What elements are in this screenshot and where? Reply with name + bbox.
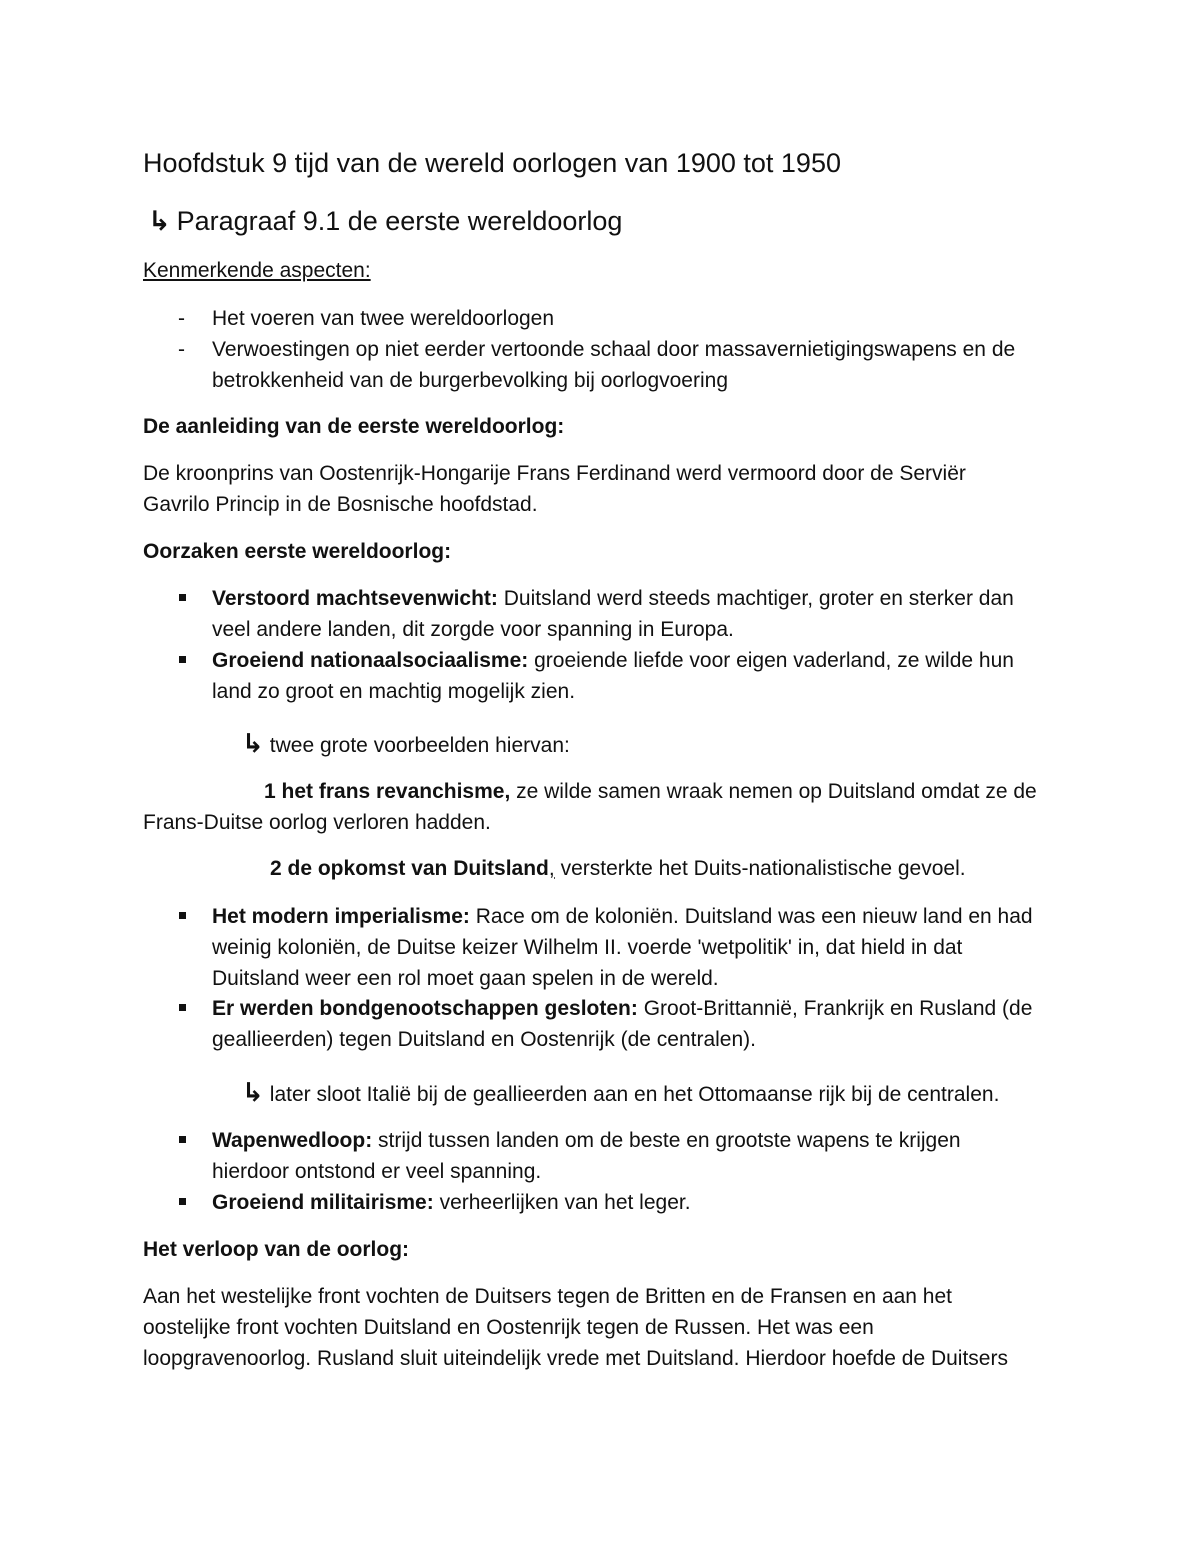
example-1-term: 1 het frans revanchisme, bbox=[264, 780, 511, 803]
sub-arrow-line bbox=[242, 730, 570, 759]
sub-arrow-text: twee grote voorbeelden hiervan: bbox=[269, 734, 570, 757]
oorzaak-6-line-1 bbox=[212, 1190, 691, 1216]
aanleiding-line-1: De kroonprins van Oostenrijk-Hongarije Frans Ferdinand werd vermoord door de Serviër bbox=[143, 462, 966, 485]
oorzaak-4-text: Groot-Brittannië, Frankrijk en Rusland (de bbox=[637, 997, 1033, 1020]
example-1-line-1 bbox=[264, 779, 1037, 805]
arrow-icon: ↳ bbox=[242, 1077, 264, 1107]
oorzaak-4-line-1 bbox=[212, 996, 1032, 1022]
sub-arrow-2-text: later sloot Italië bij de geallieerden aan en het Ottomaanse rijk bij de centralen. bbox=[269, 1083, 1000, 1106]
square-bullet-icon bbox=[179, 1198, 186, 1205]
example-2-line bbox=[270, 856, 966, 882]
dash-bullet: - bbox=[178, 338, 185, 361]
dash-bullet: - bbox=[178, 307, 185, 330]
example-1-line-2: Frans-Duitse oorlog verloren hadden. bbox=[143, 811, 491, 834]
oorzaak-1-text: Duitsland werd steeds machtiger, groter en sterker dan bbox=[497, 587, 1014, 610]
oorzaak-1-term: Verstoord machtsevenwicht: bbox=[212, 587, 498, 610]
oorzaak-3-text: Race om de koloniën. Duitsland was een nieuw land en had bbox=[469, 905, 1033, 928]
oorzaak-5-line-2: hierdoor ontstond er veel spanning. bbox=[212, 1160, 542, 1183]
kenmerkende-item-1: Het voeren van twee wereldoorlogen bbox=[212, 307, 555, 330]
example-2-text: versterkte het Duits-nationalistische gevoel. bbox=[554, 857, 966, 880]
oorzaak-2-term: Groeiend nationaalsociaalisme: bbox=[212, 649, 529, 672]
oorzaak-3-line-1 bbox=[212, 904, 1033, 930]
example-2-term: 2 de opkomst van Duitsland bbox=[270, 857, 549, 880]
example-1-text: ze wilde samen wraak nemen op Duitsland omdat ze de bbox=[510, 780, 1037, 803]
sub-arrow-line-2 bbox=[242, 1079, 999, 1108]
oorzaken-heading: Oorzaken eerste wereldoorlog: bbox=[143, 540, 452, 563]
kenmerkende-item-2-line-1: Verwoestingen op niet eerder vertoonde schaal door massavernietigingswapens en de bbox=[212, 338, 1016, 361]
square-bullet-icon bbox=[179, 656, 186, 663]
aanleiding-heading: De aanleiding van de eerste wereldoorlog: bbox=[143, 415, 565, 438]
arrow-icon: ↳ bbox=[242, 728, 264, 758]
square-bullet-icon bbox=[179, 594, 186, 601]
oorzaak-6-term: Groeiend militairisme: bbox=[212, 1191, 434, 1214]
oorzaak-2-line-2: land zo groot en machtig mogelijk zien. bbox=[212, 680, 576, 703]
page-title: Hoofdstuk 9 tijd van de wereld oorlogen van 1900 tot 1950 bbox=[143, 148, 841, 178]
oorzaak-3-line-2: weinig koloniën, de Duitse keizer Wilhelm II. voerde 'wetpolitik' in, dat hield in dat bbox=[212, 936, 963, 959]
oorzaak-3-term: Het modern imperialisme: bbox=[212, 905, 470, 928]
oorzaak-4-line-2: geallieerden) tegen Duitsland en Oostenrijk (de centralen). bbox=[212, 1028, 756, 1051]
oorzaak-3-line-3: Duitsland weer een rol moet gaan spelen in de wereld. bbox=[212, 967, 719, 990]
oorzaak-5-line-1 bbox=[212, 1128, 961, 1154]
verloop-line-1: Aan het westelijke front vochten de Duitsers tegen de Britten en de Fransen en aan het bbox=[143, 1285, 953, 1308]
oorzaak-2-text: groeiende liefde voor eigen vaderland, ze wilde hun bbox=[528, 649, 1014, 672]
oorzaak-5-term: Wapenwedloop: bbox=[212, 1129, 373, 1152]
verloop-heading: Het verloop van de oorlog: bbox=[143, 1238, 410, 1261]
verloop-line-2: oostelijke front vochten Duitsland en Oostenrijk tegen de Russen. Het was een bbox=[143, 1316, 874, 1339]
oorzaak-1-line-1 bbox=[212, 586, 1014, 612]
kenmerkende-item-2-line-2: betrokkenheid van de burgerbevolking bij oorlogvoering bbox=[212, 369, 729, 392]
oorzaak-4-term: Er werden bondgenootschappen gesloten: bbox=[212, 997, 638, 1020]
section-subtitle bbox=[148, 204, 622, 238]
square-bullet-icon bbox=[179, 1136, 186, 1143]
subtitle-text: Paragraaf 9.1 de eerste wereldoorlog bbox=[176, 206, 623, 236]
aanleiding-line-2: Gavrilo Princip in de Bosnische hoofdstad. bbox=[143, 493, 538, 516]
square-bullet-icon bbox=[179, 912, 186, 919]
oorzaak-5-text: strijd tussen landen om de beste en grootste wapens te krijgen bbox=[372, 1129, 961, 1152]
oorzaak-2-line-1 bbox=[212, 648, 1014, 674]
kenmerkende-heading: Kenmerkende aspecten: bbox=[143, 259, 371, 282]
square-bullet-icon bbox=[179, 1004, 186, 1011]
oorzaak-6-text: verheerlijken van het leger. bbox=[433, 1191, 691, 1214]
arrow-icon: ↳ bbox=[148, 206, 171, 236]
example-2-comma: , bbox=[548, 857, 555, 880]
oorzaak-1-line-2: veel andere landen, dit zorgde voor spanning in Europa. bbox=[212, 618, 734, 641]
verloop-line-3: loopgravenoorlog. Rusland sluit uiteindelijk vrede met Duitsland. Hierdoor hoefde de Duitsers bbox=[143, 1347, 1008, 1370]
